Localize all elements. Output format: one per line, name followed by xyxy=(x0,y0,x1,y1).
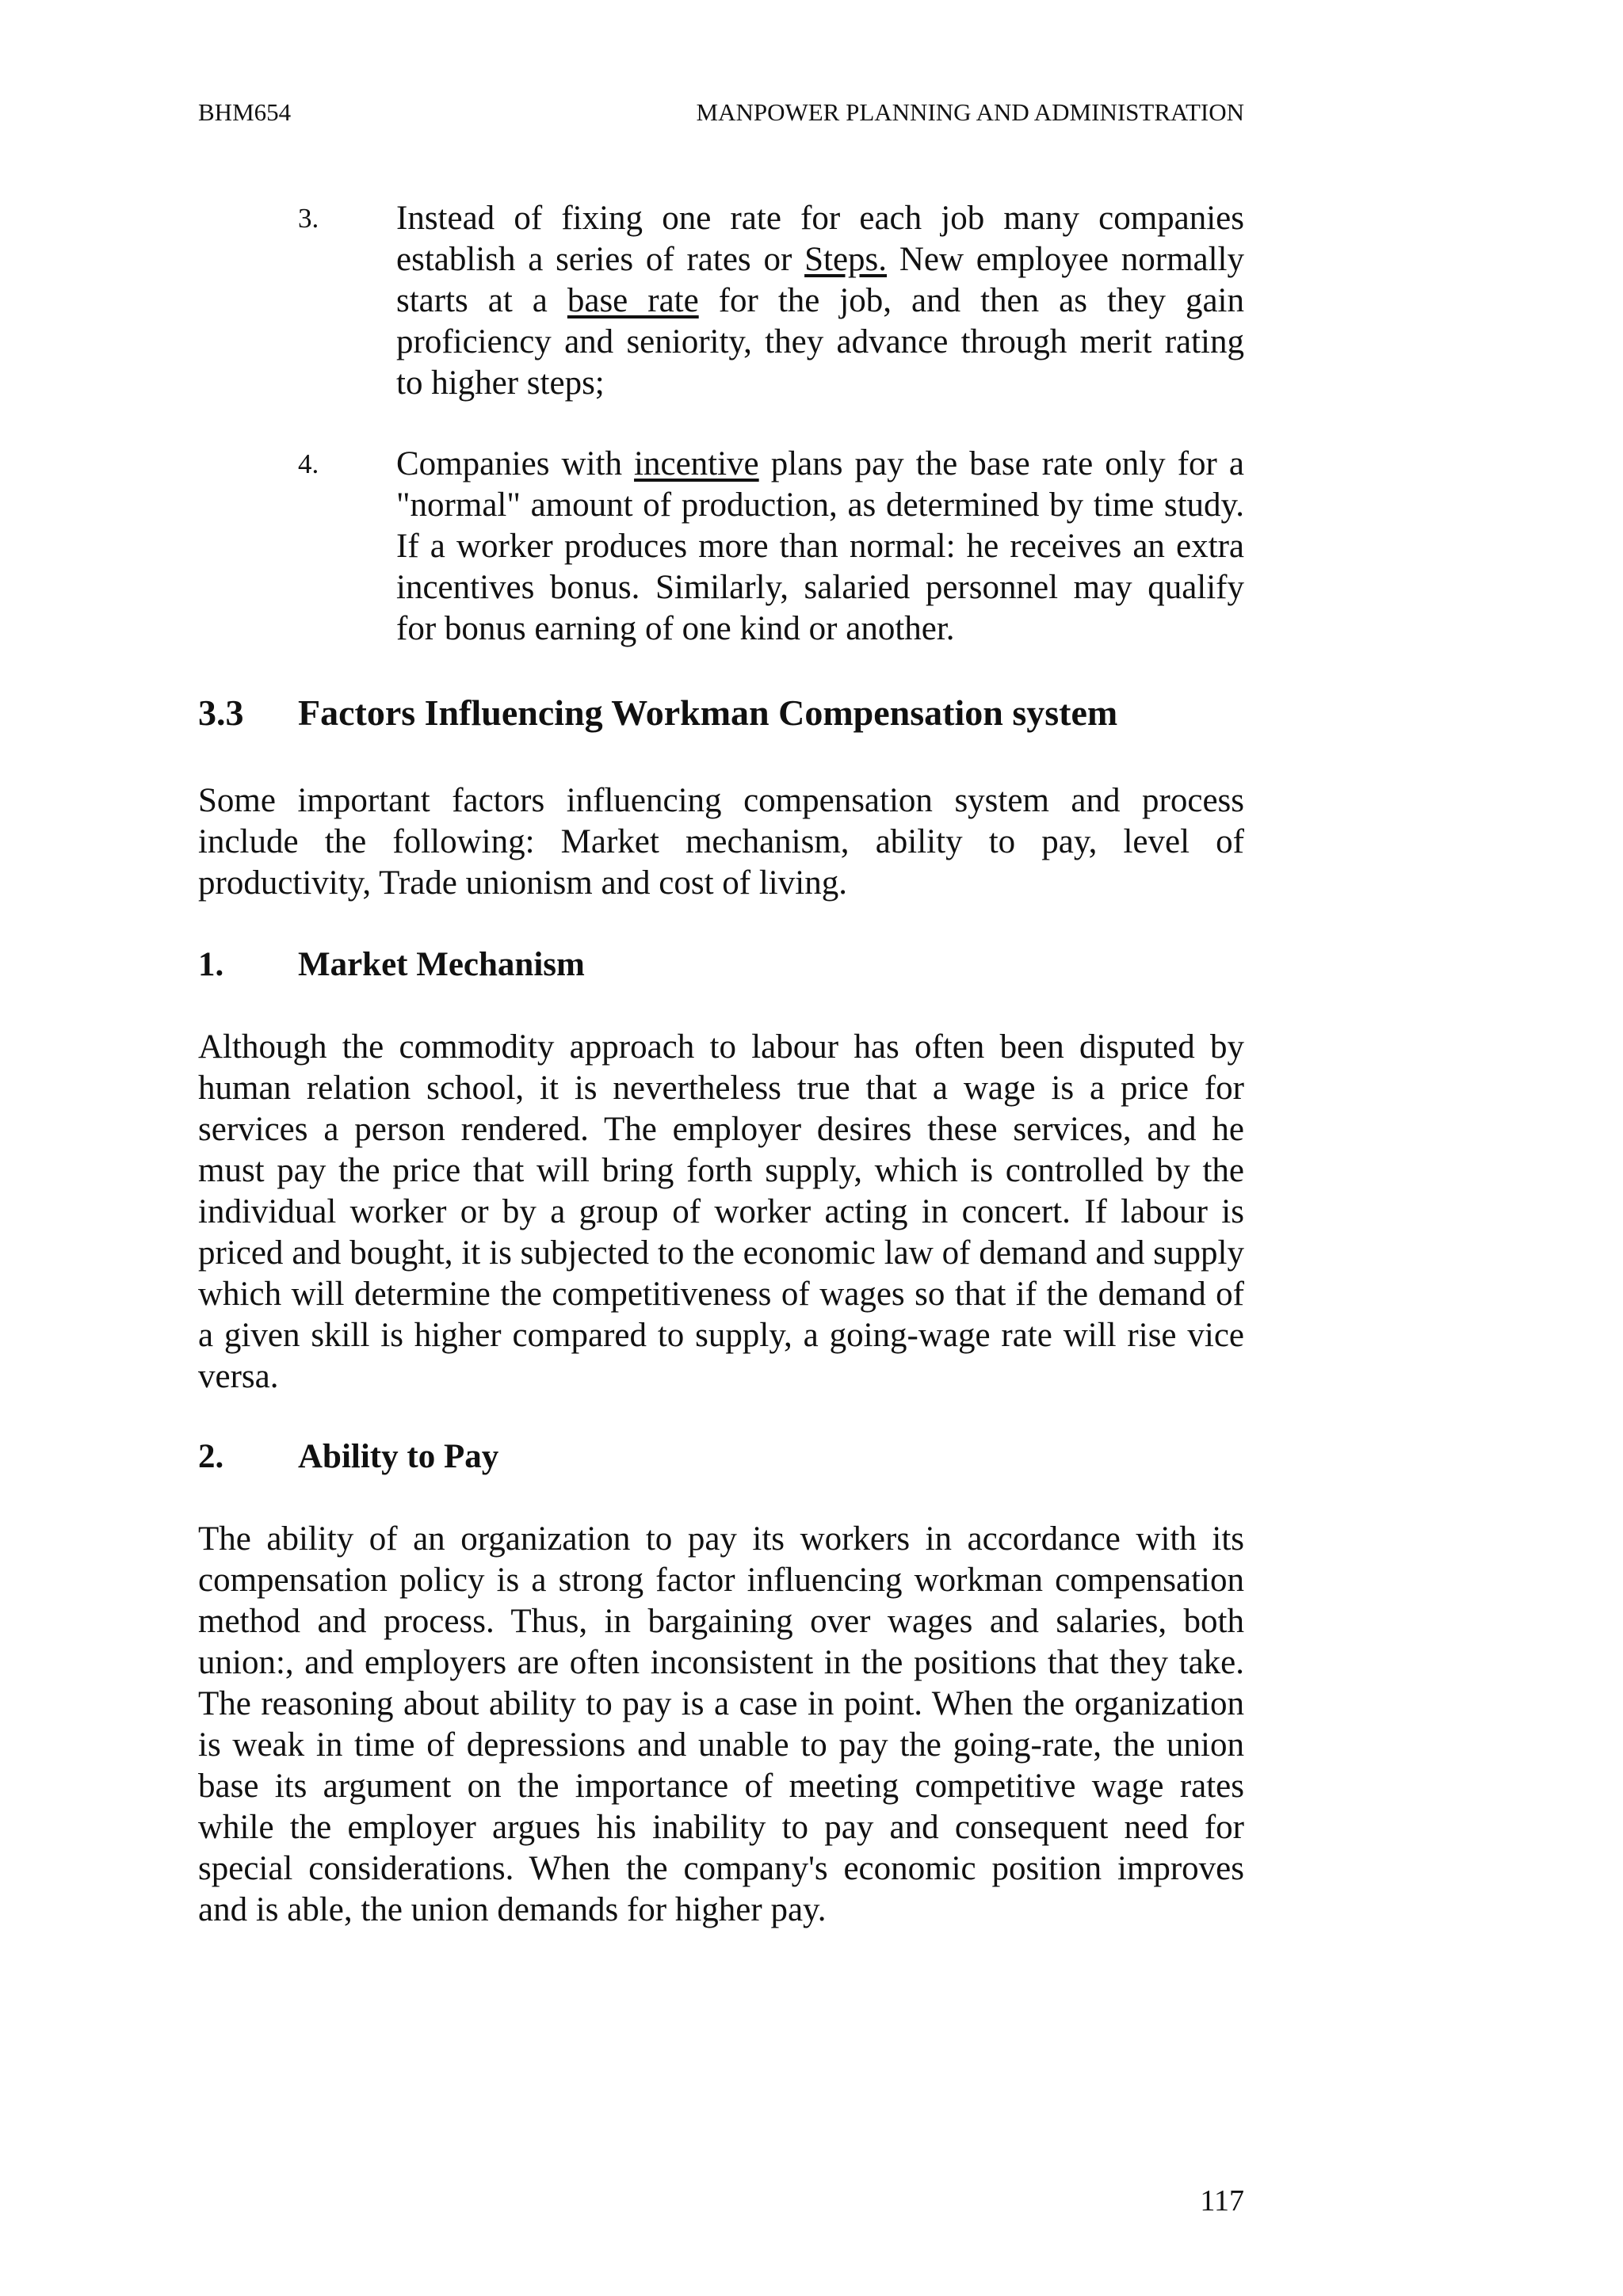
list-item-text: Companies with xyxy=(396,445,635,482)
subsection-heading-ability-to-pay xyxy=(198,1436,1244,1478)
section-number: 3.3 xyxy=(198,692,244,733)
course-title: MANPOWER PLANNING AND ADMINISTRATION xyxy=(696,98,1244,126)
subsection-heading-market-mechanism xyxy=(198,944,1244,986)
subsection-title: Ability to Pay xyxy=(298,1438,499,1475)
list-item-4 xyxy=(198,444,1244,650)
list-item-text: plans pay the base rate only for a "normal" amount of production, as determined by time study. If a worker produces more than normal: he receives an extra incentives bonus. Similarly, salaried personnel may qualify for bonus earning of one kind or another. xyxy=(396,445,1244,647)
subsection-number: 2. xyxy=(198,1438,224,1475)
section-heading xyxy=(198,691,1244,735)
subsection-number: 1. xyxy=(198,946,224,983)
list-item-3 xyxy=(198,198,1244,404)
underlined-term-incentive: incentive xyxy=(634,445,759,482)
list-item-text: for the job, and then as they gain proficiency and seniority, they advance through merit rating to higher steps; xyxy=(396,282,1244,402)
list-item xyxy=(198,444,1244,650)
section-title: Factors Influencing Workman Compensation system xyxy=(298,692,1118,733)
list-item-text: New employee normally starts at a xyxy=(396,241,1244,319)
subsection-title: Market Mechanism xyxy=(298,946,585,983)
underlined-term-base-rate: base rate xyxy=(567,282,699,319)
ability-to-pay-paragraph: The ability of an organization to pay its workers in accordance with its compensation policy is a strong factor influencing workman compensation method and process. Thus, in bargaining over wages and salaries, both union:, and employers are often inconsistent in the positions that they take. The reasoning about ability to pay is a case in point. When the organization is weak in time of depressions and unable to pay the going-rate, the union base its argument on the importance of meeting competitive wage rates while the employer argues his inability to pay and consequent need for special considerations. When the company's economic position improves and is able, the union demands for higher pay. xyxy=(198,1520,1244,1928)
running-header xyxy=(198,97,1244,128)
course-code: BHM654 xyxy=(198,98,292,126)
list-item-number: 4. xyxy=(298,448,319,479)
underlined-term-steps: Steps. xyxy=(804,241,888,278)
section-intro-paragraph: Some important factors influencing compensation system and process include the following: Market mechanism, ability to pay, level of productivity, Trade unionism and cost of living. xyxy=(198,782,1244,902)
market-mechanism-paragraph: Although the commodity approach to labour has often been disputed by human relation school, it is nevertheless true that a wage is a price for services a person rendered. The employer desires these services, and he must pay the price that will bring forth supply, which is controlled by the individual worker or by a group of worker acting in concert. If labour is priced and bought, it is subjected to the economic law of demand and supply which will determine the competitiveness of wages so that if the demand of a given skill is higher compared to supply, a going-wage rate will rise vice versa. xyxy=(198,1028,1244,1395)
list-item-text: Instead of fixing one rate for each job many companies establish a series of rates or xyxy=(396,200,1244,278)
list-item-number: 3. xyxy=(298,203,319,234)
page-number: 117 xyxy=(1200,2184,1244,2218)
list-item xyxy=(198,198,1244,404)
